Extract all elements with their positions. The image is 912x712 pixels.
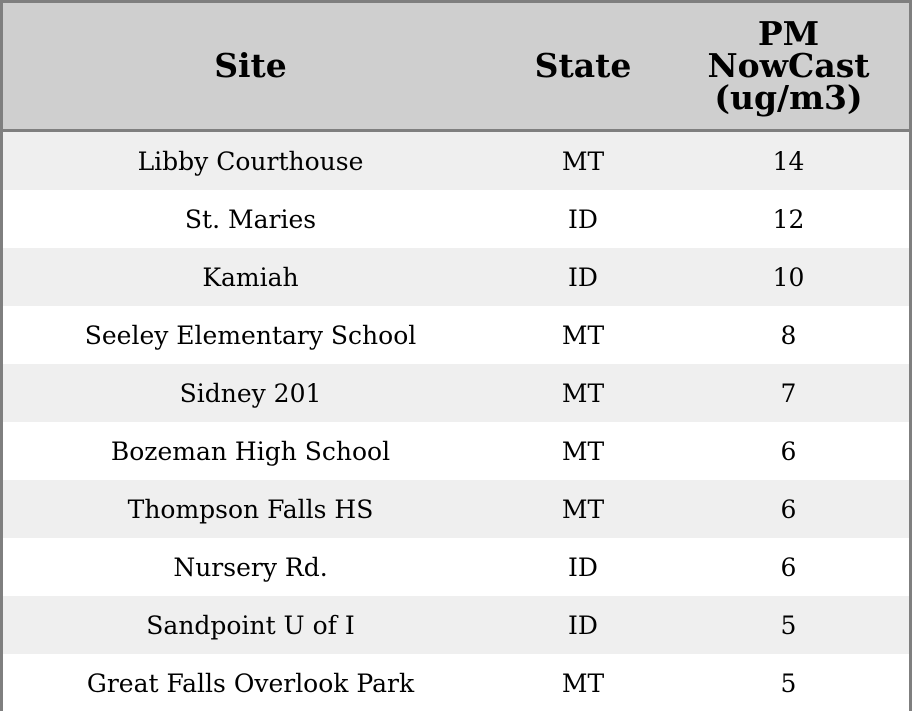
cell-site: St. Maries [3,190,498,248]
header-row [3,3,909,131]
cell-pm: 5 [668,654,909,712]
cell-state: ID [498,538,668,596]
cell-state: ID [498,248,668,306]
cell-state: ID [498,190,668,248]
header-line: (ug/m3) [668,82,909,114]
cell-pm: 10 [668,248,909,306]
cell-state: MT [498,131,668,191]
table-row [3,364,909,422]
cell-state: ID [498,596,668,654]
cell-site: Thompson Falls HS [3,480,498,538]
cell-state: MT [498,480,668,538]
cell-site: Nursery Rd. [3,538,498,596]
header-line: PM [668,18,909,50]
header-line: NowCast [668,50,909,82]
cell-pm: 12 [668,190,909,248]
cell-state: MT [498,422,668,480]
column-header-pm-nowcast [668,3,909,131]
cell-pm: 6 [668,480,909,538]
cell-pm: 6 [668,422,909,480]
cell-site: Seeley Elementary School [3,306,498,364]
table-row [3,596,909,654]
table-row [3,422,909,480]
cell-site: Sandpoint U of I [3,596,498,654]
cell-site: Libby Courthouse [3,131,498,191]
table-row [3,538,909,596]
cell-state: MT [498,306,668,364]
cell-site: Sidney 201 [3,364,498,422]
table-row [3,480,909,538]
cell-site: Great Falls Overlook Park [3,654,498,712]
cell-site: Kamiah [3,248,498,306]
cell-pm: 5 [668,596,909,654]
table-row [3,248,909,306]
cell-pm: 8 [668,306,909,364]
data-table [3,3,909,712]
table-row [3,654,909,712]
cell-pm: 6 [668,538,909,596]
cell-site: Bozeman High School [3,422,498,480]
table-row [3,306,909,364]
table-body [3,131,909,712]
column-header-site [3,3,498,131]
cell-pm: 7 [668,364,909,422]
table-row [3,190,909,248]
table-header [3,3,909,131]
header-line: State [498,50,668,82]
cell-state: MT [498,654,668,712]
column-header-state [498,3,668,131]
cell-pm: 14 [668,131,909,191]
header-line: Site [3,50,498,82]
table-row [3,131,909,191]
cell-state: MT [498,364,668,422]
